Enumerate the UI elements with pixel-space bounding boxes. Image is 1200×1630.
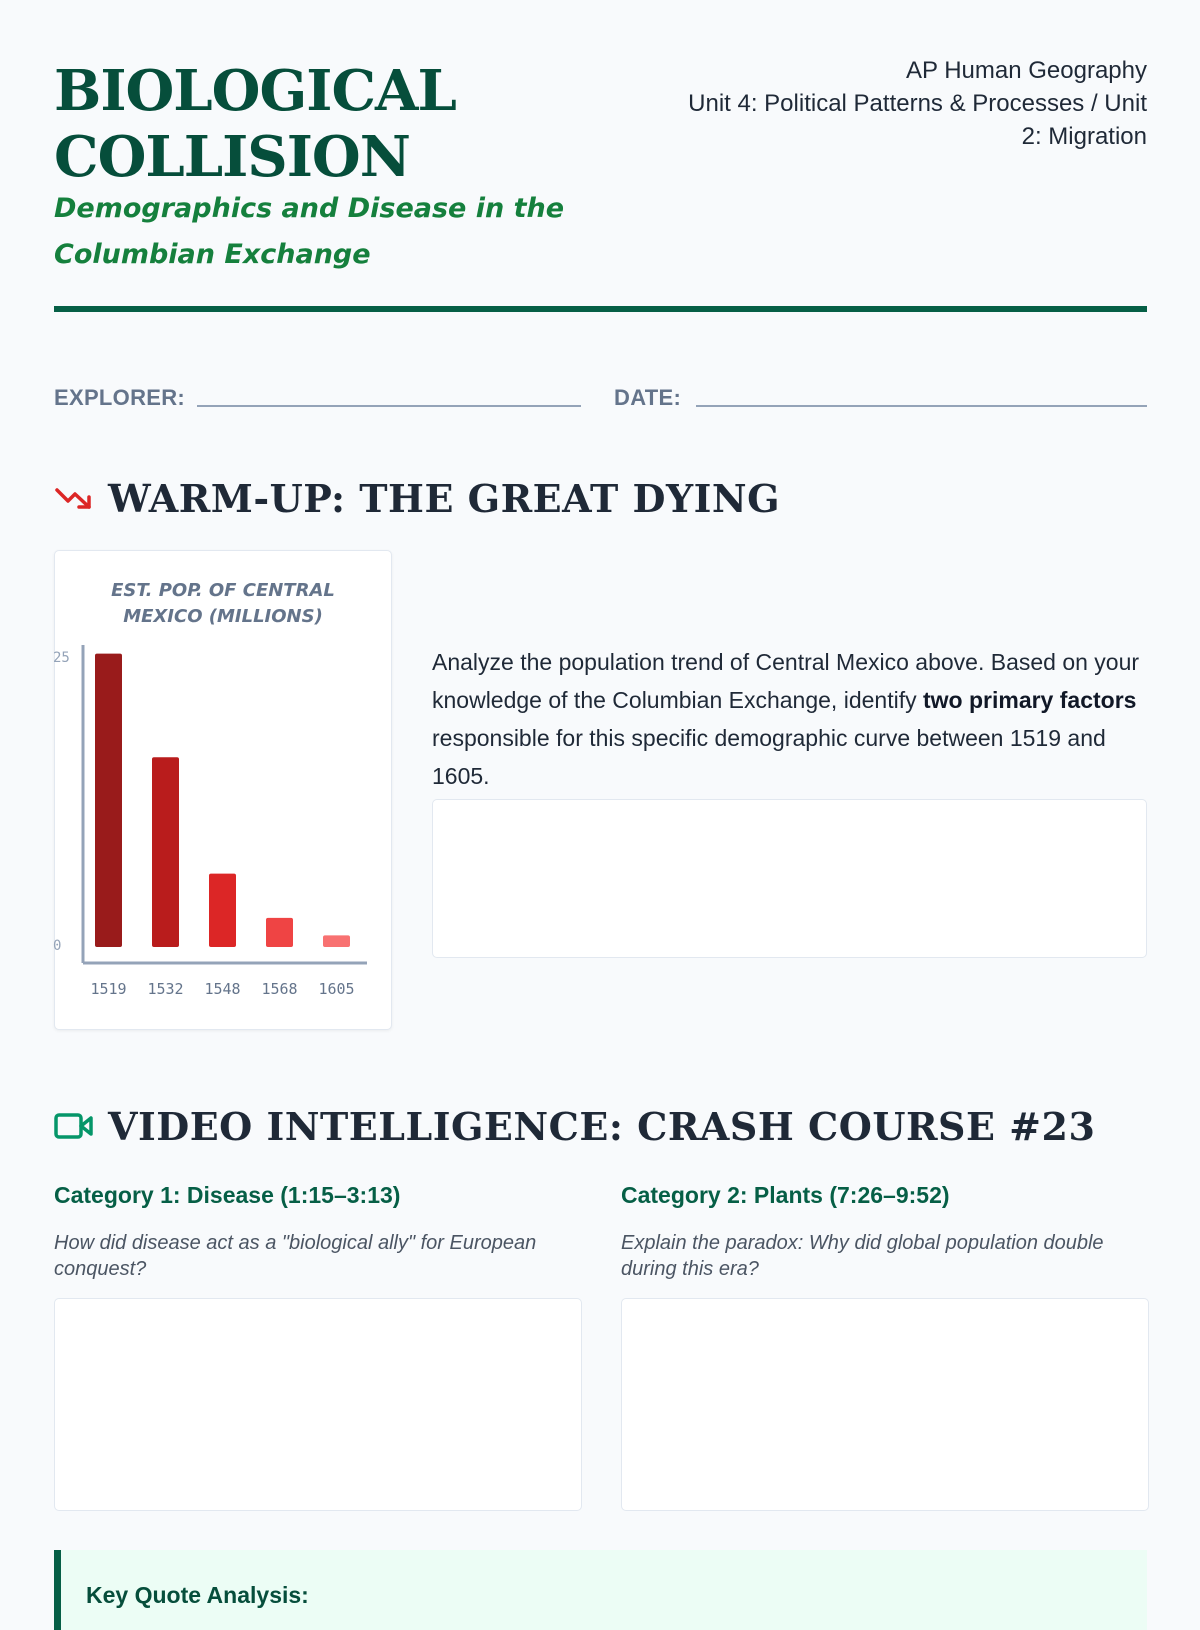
course-units: Unit 4: Political Patterns & Processes / Unit 2: Migration: [688, 90, 1147, 150]
chart-x-tick-label: 1605: [318, 980, 355, 998]
chart-y-tick-label: 25: [53, 650, 70, 666]
category-1-question: How did disease act as a "biological ally" for European conquest?: [54, 1232, 537, 1280]
chart-bar-1519: [95, 654, 122, 947]
page-subtitle: Demographics and Disease in the Columbian Exchange: [54, 193, 565, 270]
warmup-answer-box[interactable]: [432, 799, 1147, 958]
warmup-prompt: [432, 643, 1147, 795]
chart-bar-1568: [266, 918, 293, 947]
date-label: DATE:: [614, 385, 682, 410]
warmup-heading-text: WARM-UP: THE GREAT DYING: [108, 475, 781, 521]
prompt-emphasis: two primary factors: [922, 687, 1137, 713]
video-heading: [54, 1102, 1095, 1150]
chart-x-tick-label: 1568: [261, 980, 298, 998]
date-field[interactable]: [696, 405, 1147, 407]
prompt-text-1: Analyze the population trend of Central Mexico above. Based on your knowledge of the Columbian Exchange, identify: [432, 649, 1140, 713]
category-2-question: Explain the paradox: Why did global population double during this era?: [621, 1232, 1104, 1280]
warmup-heading: [54, 474, 780, 522]
title-line-1: BIOLOGICAL: [54, 58, 456, 124]
population-chart-card: [54, 550, 392, 1030]
chart-bar-1605: [323, 935, 350, 947]
course-meta: [667, 54, 1147, 153]
chart-x-tick-label: 1532: [147, 980, 184, 998]
title-line-2: COLLISION: [54, 124, 410, 190]
video-heading-text: VIDEO INTELLIGENCE: CRASH COURSE #23: [108, 1103, 1096, 1149]
header-divider: [54, 306, 1147, 312]
category-2-answer-box[interactable]: [621, 1298, 1149, 1511]
chart-y-tick-label: 0: [53, 938, 62, 954]
page-title: [54, 58, 614, 190]
chart-x-tick-label: 1548: [204, 980, 241, 998]
key-quote-panel: [54, 1550, 1147, 1630]
trending-down-icon: [54, 478, 94, 518]
category-1-answer-box[interactable]: [54, 1298, 582, 1511]
explorer-label: EXPLORER:: [54, 385, 186, 410]
chart-title-line-1: EST. POP. OF CENTRAL: [111, 580, 335, 601]
key-quote-title: Key Quote Analysis:: [86, 1582, 309, 1608]
explorer-name-field[interactable]: [197, 405, 581, 407]
worksheet-page: [53, 0, 1147, 1608]
video-camera-icon: [54, 1106, 94, 1146]
course-name: AP Human Geography: [905, 57, 1147, 84]
population-bar-chart: [37, 551, 409, 1029]
category-2-title: Category 2: Plants (7:26–9:52): [621, 1182, 950, 1208]
chart-title-line-2: MEXICO (MILLIONS): [123, 606, 323, 627]
category-1-title: Category 1: Disease (1:15–3:13): [54, 1182, 401, 1208]
chart-x-tick-label: 1519: [90, 980, 127, 998]
chart-bar-1548: [209, 874, 236, 947]
prompt-text-2: responsible for this specific demographic curve between 1519 and 1605.: [432, 725, 1106, 789]
chart-bar-1532: [152, 757, 179, 947]
